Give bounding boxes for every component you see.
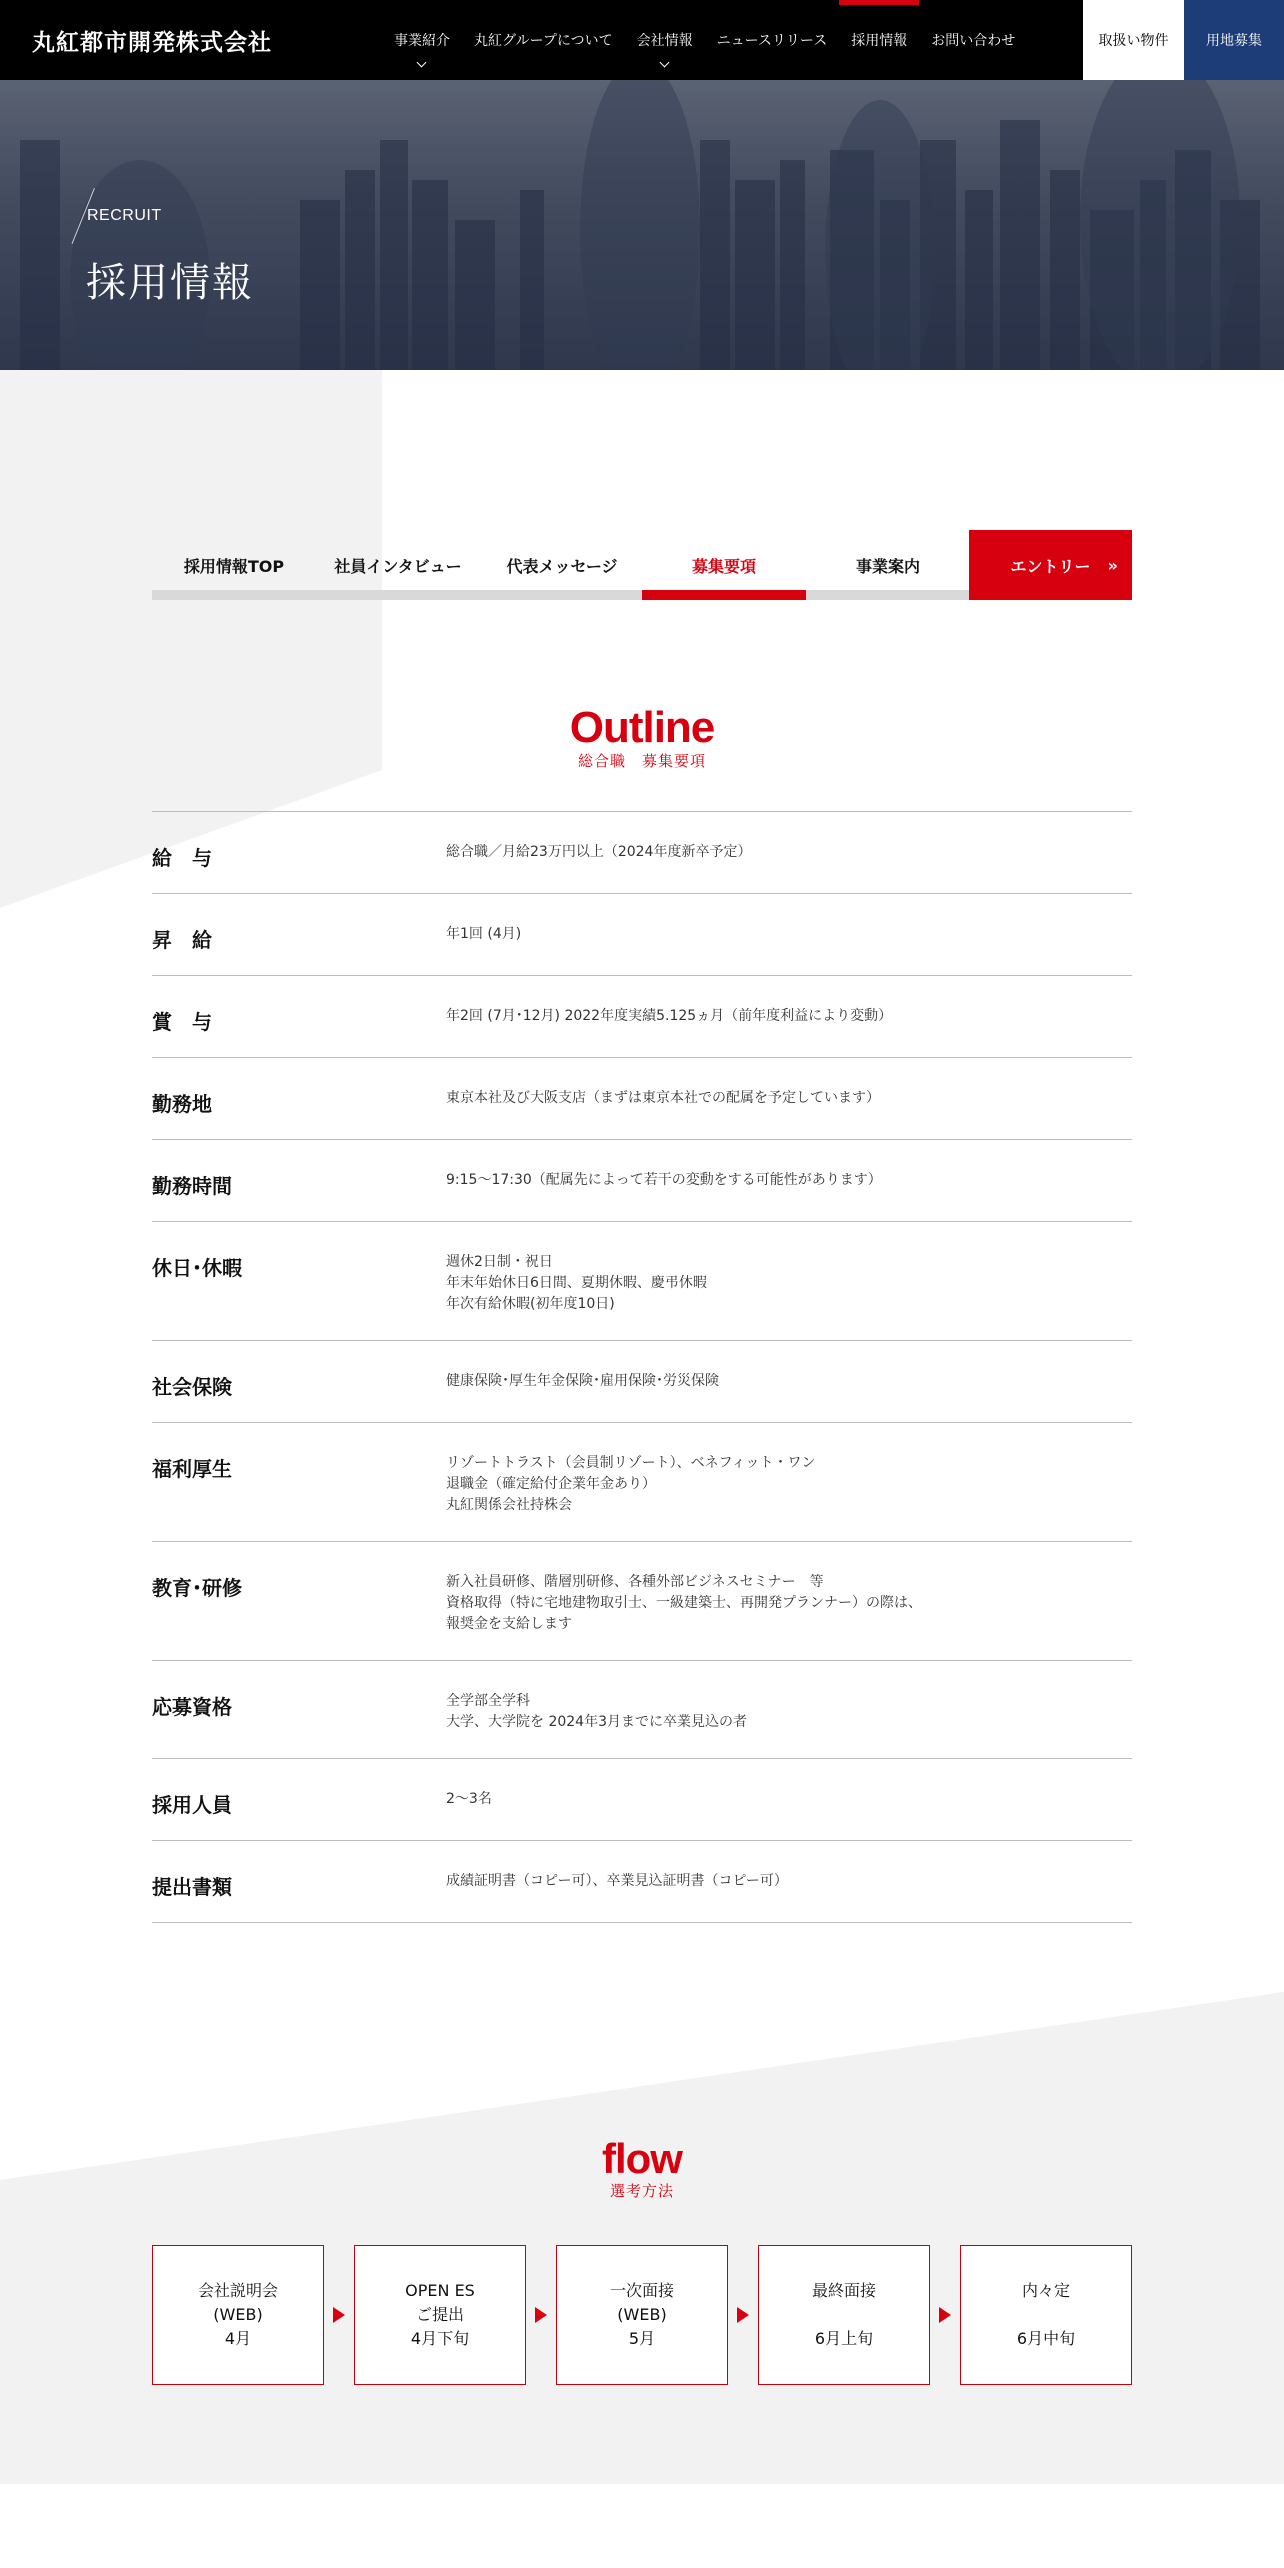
tab-message[interactable]: 代表メッセージ: [480, 530, 644, 600]
row-value: 東京本社及び大阪支店（まずは東京本社での配属を予定しています）: [446, 1090, 880, 1106]
nav-label: ニュースリリース: [716, 33, 828, 49]
row-value: 新入社員研修、階層別研修、各種外部ビジネスセミナー 等 資格取得（特に宅地建物取引士、一級建築士、再開発プランナー）の際は、 報奨金を支給します: [446, 1574, 922, 1632]
flow-subtitle: 選考方法: [609, 2182, 674, 2200]
row-label: 採用人員: [152, 1793, 232, 1817]
nav-item-contact[interactable]: [919, 0, 1027, 80]
arrow-right-icon: [737, 2307, 749, 2323]
nav-label: 事業紹介: [394, 33, 450, 49]
row-value: 全学部全学科 大学、大学院を 2024年3月までに卒業見込の者: [446, 1693, 747, 1730]
nav-label: 丸紅グループについて: [474, 33, 613, 49]
row-label: 昇 給: [152, 928, 212, 952]
table-row: [152, 1423, 1132, 1542]
table-row: [152, 1341, 1132, 1423]
row-label: 教育･研修: [152, 1576, 242, 1600]
row-label: 福利厚生: [152, 1457, 232, 1481]
flow-step: 最終面接 6月上旬: [758, 2245, 930, 2385]
requirements-table: [152, 811, 1132, 1923]
table-row: [152, 1759, 1132, 1841]
table-row: [152, 894, 1132, 976]
row-value: 週休2日制・祝日 年末年始休日6日間、夏期休暇、慶弔休暇 年次有給休暇(初年度10日): [446, 1254, 707, 1312]
tab-requirements[interactable]: 募集要項: [642, 530, 806, 600]
entry-label: エントリー: [1010, 556, 1091, 576]
nav-item-company[interactable]: [625, 0, 705, 80]
row-label: 勤務地: [152, 1092, 212, 1116]
table-row: [152, 1058, 1132, 1140]
table-row: [152, 976, 1132, 1058]
nav-label: 会社情報: [636, 33, 693, 49]
tab-interview[interactable]: 社員インタビュー: [316, 530, 480, 600]
entry-button[interactable]: [969, 530, 1132, 600]
row-value: 健康保険･厚生年金保険･雇用保険･労災保険: [446, 1373, 719, 1389]
main-nav: [382, 0, 1027, 80]
nav-item-recruit[interactable]: [839, 0, 919, 80]
row-value: 2～3名: [446, 1791, 492, 1807]
chevron-down-icon: [417, 58, 427, 68]
row-value: 総合職／月給23万円以上（2024年度新卒予定）: [446, 844, 752, 860]
land-recruitment-button[interactable]: 用地募集: [1184, 0, 1284, 80]
arrow-right-icon: [333, 2307, 345, 2323]
properties-button[interactable]: 取扱い物件: [1083, 0, 1184, 80]
row-value: リゾートトラスト（会員制リゾート）、ベネフィット・ワン 退職金（確定給付企業年金あり） 丸紅関係会社持株会: [446, 1455, 816, 1513]
nav-item-group[interactable]: [462, 0, 625, 80]
row-value: 年2回 (7月･12月) 2022年度実績5.125ヵ月（前年度利益により変動）: [446, 1008, 893, 1024]
table-row: [152, 1140, 1132, 1222]
table-row: [152, 1222, 1132, 1341]
double-chevron-right-icon: »: [1107, 556, 1118, 575]
flow-step: 会社説明会 (WEB) 4月: [152, 2245, 324, 2385]
outline-subtitle: 総合職 募集要項: [577, 752, 706, 770]
arrow-right-icon: [535, 2307, 547, 2323]
outline-title: Outline: [569, 703, 715, 752]
hero-banner: [0, 80, 1284, 370]
row-label: 休日･休暇: [152, 1256, 242, 1280]
tab-recruit-top[interactable]: 採用情報TOP: [152, 530, 316, 600]
row-value: 成績証明書（コピー可）、卒業見込証明書（コピー可）: [446, 1873, 788, 1889]
arrow-right-icon: [939, 2307, 951, 2323]
row-label: 提出書類: [152, 1875, 232, 1899]
selection-flow: [152, 2245, 1132, 2385]
hero-subtitle: RECRUIT: [87, 207, 162, 224]
nav-label: 採用情報: [851, 33, 908, 49]
table-row: [152, 1542, 1132, 1661]
row-label: 応募資格: [152, 1695, 232, 1719]
flow-step: 一次面接 (WEB) 5月: [556, 2245, 728, 2385]
tab-business[interactable]: 事業案内: [806, 530, 970, 600]
hero-overlay: [0, 80, 1284, 370]
outline-heading: [0, 703, 1284, 771]
table-row: [152, 1661, 1132, 1759]
row-label: 勤務時間: [152, 1174, 232, 1198]
row-value: 9:15～17:30（配属先によって若干の変動をする可能性があります）: [446, 1172, 882, 1188]
flow-heading: [0, 2135, 1284, 2201]
table-row: [152, 812, 1132, 894]
company-logo[interactable]: 丸紅都市開発株式会社: [32, 30, 272, 56]
nav-item-news[interactable]: [705, 0, 840, 80]
row-label: 給 与: [152, 846, 212, 870]
flow-step: OPEN ES ご提出 4月下旬: [354, 2245, 526, 2385]
nav-item-business[interactable]: [382, 0, 462, 80]
flow-step: 内々定 6月中旬: [960, 2245, 1132, 2385]
page-title: 採用情報: [86, 260, 254, 306]
nav-label: お問い合わせ: [931, 33, 1016, 49]
row-label: 賞 与: [152, 1010, 212, 1034]
recruit-tabs: [152, 530, 1132, 600]
site-header: [0, 0, 1284, 80]
row-label: 社会保険: [152, 1375, 232, 1399]
row-value: 年1回 (4月): [446, 926, 522, 942]
flow-title: flow: [602, 2135, 682, 2182]
chevron-down-icon: [659, 58, 669, 68]
table-row: [152, 1841, 1132, 1923]
